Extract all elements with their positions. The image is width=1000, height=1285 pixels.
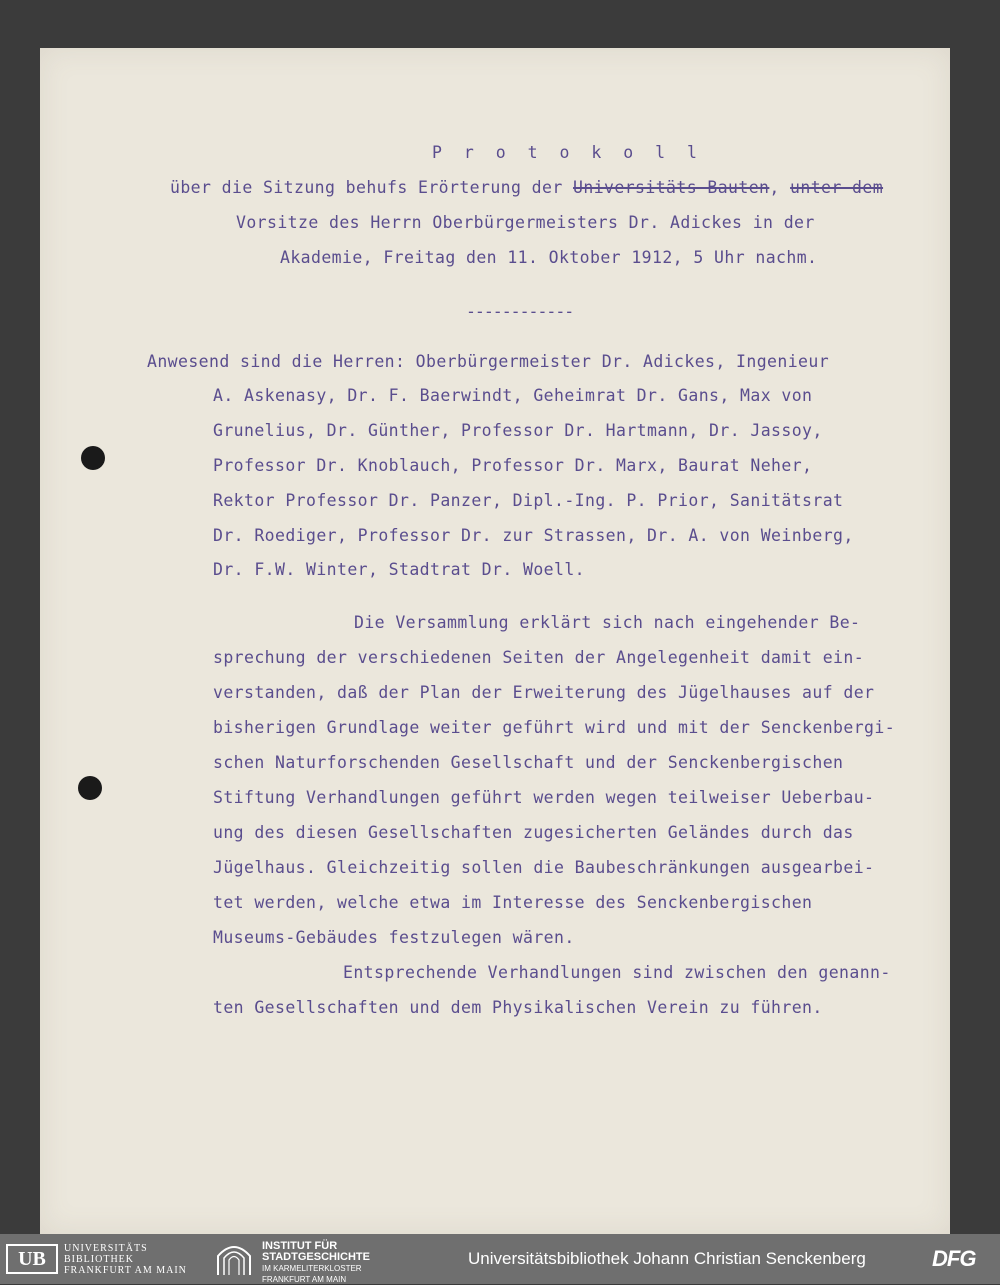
ub-logo[interactable]: UB — [6, 1244, 58, 1274]
ub-line: FRANKFURT AM MAIN — [64, 1265, 187, 1276]
library-name: Universitätsbibliothek Johann Christian Senckenberg — [468, 1249, 866, 1268]
isg-line: INSTITUT FÜR — [262, 1240, 338, 1252]
ub-line: UNIVERSITÄTS — [64, 1243, 148, 1254]
paragraph-line: Museums-Gebäudes festzulegen wären. — [213, 928, 575, 947]
separator-line: ------------ — [466, 302, 574, 321]
subtitle-text: über die Sitzung behufs Erörterung der — [170, 178, 574, 197]
attendees-line: Professor Dr. Knoblauch, Professor Dr. Marx, Baurat Neher, — [213, 456, 813, 475]
paragraph-line: Entsprechende Verhandlungen sind zwischen den genann- — [343, 963, 891, 982]
paragraph-line: ung des diesen Gesellschaften zugesicherten Geländes durch das — [213, 823, 854, 842]
subtitle-line: Akademie, Freitag den 11. Oktober 1912, 5 Uhr nachm. — [280, 248, 818, 267]
attendees-line: Anwesend sind die Herren: Oberbürgermeister Dr. Adickes, Ingenieur — [147, 352, 830, 371]
ub-wordmark — [64, 1243, 187, 1276]
paragraph-line: Die Versammlung erklärt sich nach eingehender Be- — [354, 613, 861, 632]
strikethrough-text: Universitäts-Bauten — [573, 178, 770, 197]
isg-subline: IM KARMELITERKLOSTER — [262, 1264, 362, 1273]
isg-line: STADTGESCHICHTE — [262, 1251, 370, 1263]
isg-arch-icon[interactable] — [216, 1242, 252, 1276]
typed-text — [40, 48, 950, 1133]
paragraph-line: verstanden, daß der Plan der Erweiterung des Jügelhauses auf der — [213, 683, 875, 702]
paragraph-line: Stiftung Verhandlungen geführt werden wegen teilweiser Ueberbau- — [213, 788, 875, 807]
attendees-line: A. Askenasy, Dr. F. Baerwindt, Geheimrat Dr. Gans, Max von — [213, 386, 813, 405]
attendees-line: Rektor Professor Dr. Panzer, Dipl.-Ing. P. Prior, Sanitätsrat — [213, 491, 844, 510]
subtitle-line — [170, 170, 883, 205]
paragraph-line: bisherigen Grundlage weiter geführt wird und mit der Senckenbergi- — [213, 718, 896, 737]
attendees-line: Grunelius, Dr. Günther, Professor Dr. Hartmann, Dr. Jassoy, — [213, 421, 823, 440]
paragraph-line: schen Naturforschenden Gesellschaft und der Senckenbergischen — [213, 753, 844, 772]
subtitle-line: Vorsitze des Herrn Oberbürgermeisters Dr. Adickes in der — [236, 213, 815, 232]
paragraph-line: tet werden, welche etwa im Interesse des Senckenbergischen — [213, 893, 813, 912]
attendees-line: Dr. Roediger, Professor Dr. zur Strassen, Dr. A. von Weinberg, — [213, 526, 854, 545]
dfg-logo[interactable]: DFG — [932, 1246, 976, 1271]
document-title: P r o t o k o l l — [432, 143, 703, 162]
paragraph-line: sprechung der verschiedenen Seiten der Angelegenheit damit ein- — [213, 648, 865, 667]
footer-bar — [0, 1234, 1000, 1284]
subtitle-text: , — [769, 178, 791, 197]
isg-wordmark — [262, 1241, 370, 1285]
paragraph-line: Jügelhaus. Gleichzeitig sollen die Baubeschränkungen ausgearbei- — [213, 858, 875, 877]
document-page — [40, 48, 950, 1234]
isg-subline: FRANKFURT AM MAIN — [262, 1275, 347, 1284]
ub-line: BIBLIOTHEK — [64, 1254, 134, 1265]
attendees-line: Dr. F.W. Winter, Stadtrat Dr. Woell. — [213, 560, 586, 579]
strikethrough-text: unter dem — [790, 178, 884, 197]
paragraph-line: ten Gesellschaften und dem Physikalischen Verein zu führen. — [213, 998, 823, 1017]
